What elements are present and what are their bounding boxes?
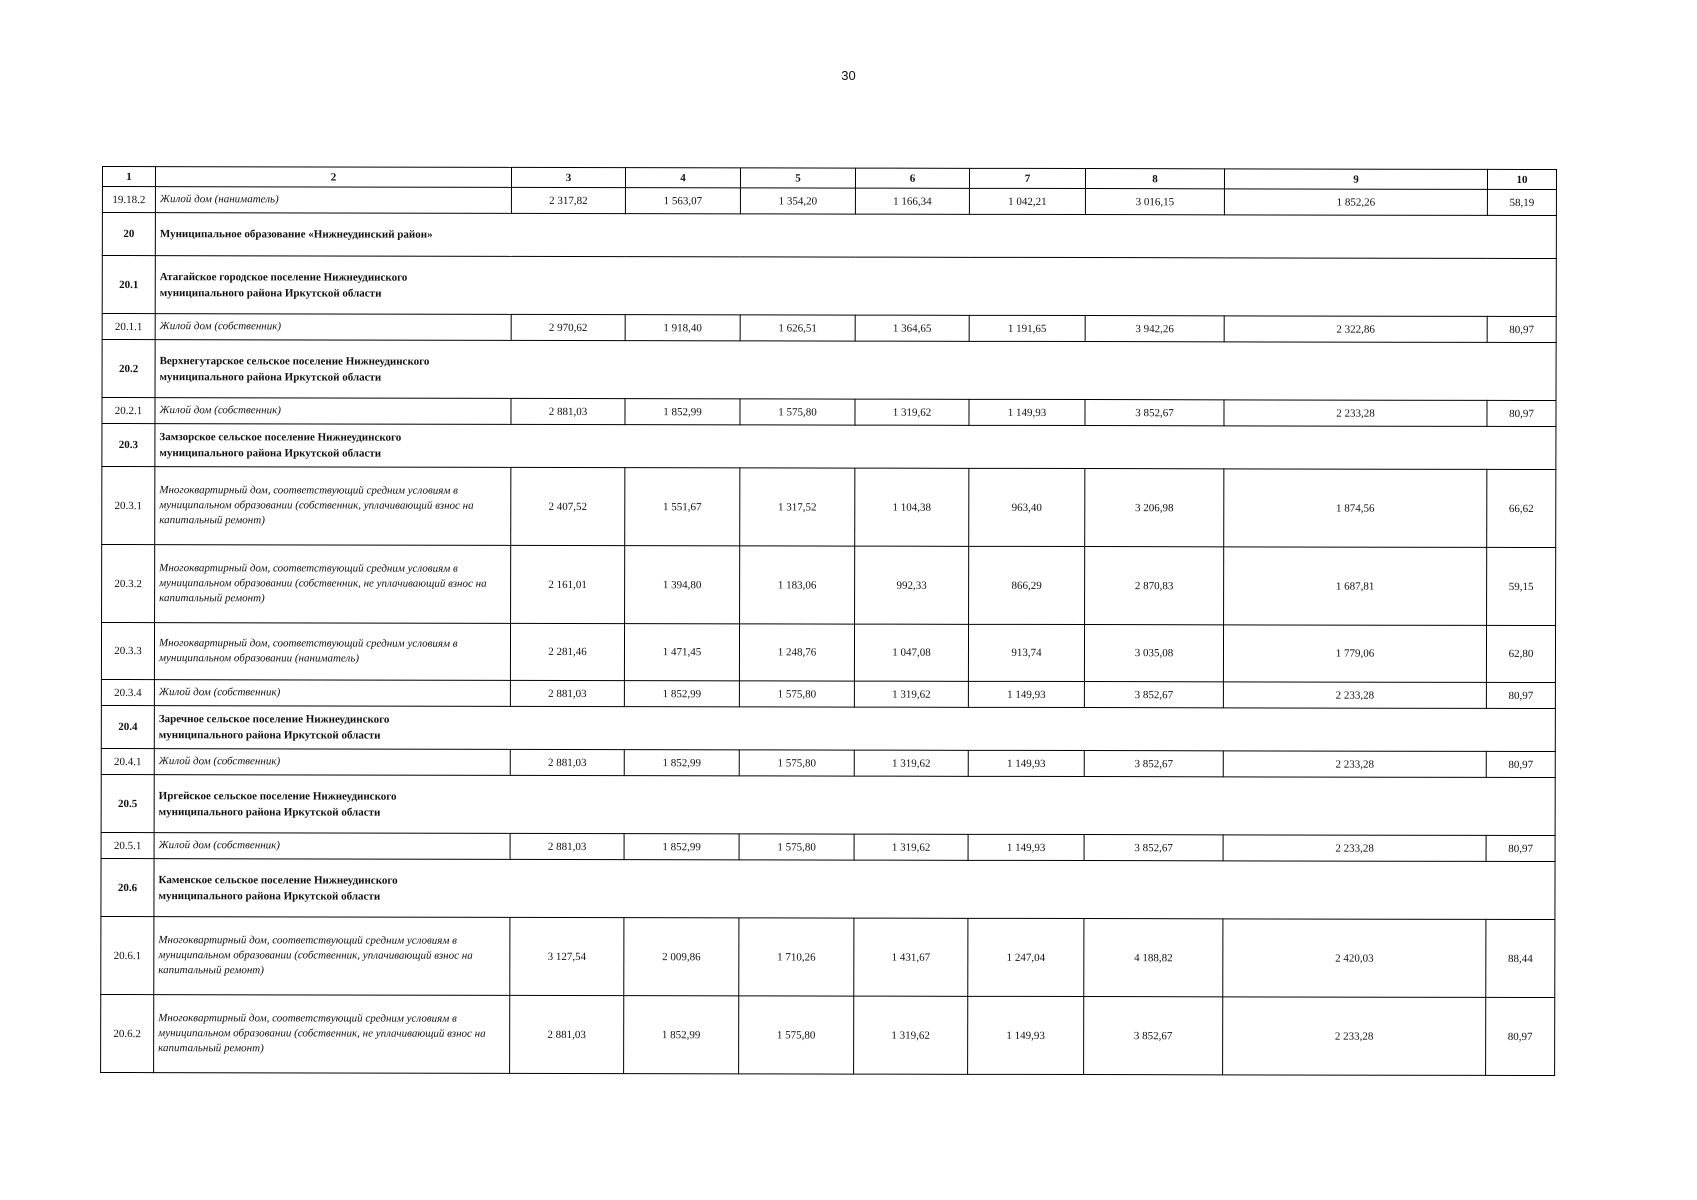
header-cell: 1	[102, 167, 155, 187]
value-cell: 1 852,99	[624, 834, 739, 860]
value-cell: 58,19	[1487, 189, 1556, 215]
value-cell: 3 035,08	[1084, 625, 1223, 682]
value-cell: 1 166,34	[855, 188, 969, 214]
value-cell: 1 710,26	[739, 918, 854, 996]
value-cell: 1 852,99	[625, 399, 740, 425]
value-cell: 1 431,67	[854, 918, 968, 996]
value-cell: 1 575,80	[739, 681, 854, 707]
row-code: 20.3.4	[101, 679, 154, 705]
value-cell: 3 016,15	[1085, 189, 1224, 215]
row-name: Многоквартирный дом, соответствующий средним условиям в муниципальном образовании (собственник, не уплачивающий взнос на капитальный ремонт)	[154, 995, 510, 1074]
value-cell: 62,80	[1486, 625, 1555, 682]
table-row	[102, 314, 1556, 343]
value-cell: 1 563,07	[625, 188, 740, 214]
value-cell: 2 420,03	[1223, 919, 1486, 998]
value-cell: 2 233,28	[1223, 682, 1486, 709]
table-row	[101, 916, 1555, 997]
value-cell: 992,33	[855, 546, 969, 624]
value-cell: 3 852,67	[1085, 400, 1224, 426]
section-title: Каменское сельское поселение Нижнеудинского муниципального района Иркутской области	[158, 873, 398, 903]
header-cell: 2	[155, 167, 511, 188]
value-cell: 3 852,67	[1084, 997, 1223, 1075]
value-cell: 2 317,82	[511, 187, 625, 213]
table-row	[101, 623, 1555, 683]
tariff-table	[100, 166, 1557, 1076]
table-row	[101, 748, 1555, 777]
row-code: 20.4.1	[101, 748, 154, 774]
row-name: Многоквартирный дом, соответствующий средним условиям в муниципальном образовании (собственник, не уплачивающий взнос на капитальный ремонт)	[155, 545, 511, 624]
value-cell: 2 322,86	[1224, 316, 1487, 343]
table-row	[101, 994, 1555, 1075]
value-cell: 2 009,86	[624, 918, 739, 996]
value-cell: 3 852,67	[1084, 835, 1223, 861]
value-cell: 80,97	[1486, 835, 1555, 861]
value-cell: 2 281,46	[510, 623, 624, 680]
section-title: Атагайское городское поселение Нижнеудинского муниципального района Иркутской области	[159, 270, 408, 300]
value-cell: 80,97	[1487, 400, 1556, 426]
row-code: 20.6.1	[101, 916, 154, 994]
value-cell: 2 881,03	[510, 680, 624, 706]
section-code: 20.4	[101, 705, 154, 748]
value-cell: 1 551,67	[625, 468, 740, 546]
section-title: Муниципальное образование «Нижнеудинский район»	[155, 213, 1556, 259]
value-cell: 3 852,67	[1084, 751, 1223, 777]
value-cell: 1 394,80	[625, 546, 740, 624]
value-cell: 1 471,45	[624, 624, 739, 681]
table-row	[101, 832, 1555, 861]
value-cell: 2 881,03	[510, 995, 624, 1073]
value-cell: 1 047,08	[854, 624, 968, 681]
row-name: Жилой дом (собственник)	[155, 398, 511, 425]
table-row	[102, 398, 1556, 427]
section-row	[102, 424, 1556, 470]
value-cell: 59,15	[1487, 547, 1556, 625]
value-cell: 1 149,93	[968, 681, 1084, 707]
value-cell: 2 233,28	[1223, 751, 1486, 778]
value-cell: 1 319,62	[854, 750, 968, 776]
section-title: Замзорское сельское поселение Нижнеудинского муниципального района Иркутской области	[159, 431, 402, 460]
section-title: Верхнегутарское сельское поселение Нижнеудинского муниципального района Иркутской области	[159, 354, 430, 384]
value-cell: 80,97	[1486, 682, 1555, 708]
table-row	[102, 467, 1556, 548]
value-cell: 1 575,80	[739, 834, 854, 860]
value-cell: 1 191,65	[969, 315, 1085, 341]
row-code: 20.5.1	[101, 832, 154, 858]
row-code: 20.3.1	[102, 467, 155, 545]
value-cell: 1 575,80	[739, 996, 854, 1074]
section-code: 20.2	[102, 340, 155, 398]
section-row	[101, 774, 1555, 835]
value-cell: 2 881,03	[510, 749, 624, 775]
row-code: 20.3.3	[101, 623, 154, 680]
value-cell: 866,29	[969, 546, 1085, 624]
value-cell: 1 575,80	[740, 399, 855, 425]
value-cell: 2 233,28	[1223, 997, 1486, 1076]
table-row	[102, 545, 1556, 626]
header-cell: 5	[740, 168, 855, 188]
value-cell: 2 161,01	[511, 545, 625, 623]
section-code: 20.3	[102, 424, 155, 467]
row-code: 20.1.1	[102, 314, 155, 340]
row-code: 20.6.2	[101, 994, 154, 1072]
value-cell: 1 247,04	[968, 918, 1084, 996]
row-code: 20.3.2	[102, 545, 155, 623]
section-code: 20.6	[101, 858, 154, 916]
section-title: Иргейское сельское поселение Нижнеудинского муниципального района Иркутской области	[158, 789, 397, 819]
value-cell: 80,97	[1487, 316, 1556, 342]
value-cell: 80,97	[1486, 997, 1555, 1075]
value-cell: 1 319,62	[855, 399, 969, 425]
row-name: Жилой дом (наниматель)	[155, 187, 511, 214]
value-cell: 1 852,99	[624, 750, 739, 776]
value-cell: 2 870,83	[1085, 547, 1224, 625]
header-cell: 7	[969, 168, 1085, 188]
row-code: 20.2.1	[102, 398, 155, 424]
value-cell: 1 319,62	[854, 996, 968, 1074]
value-cell: 1 852,26	[1224, 189, 1487, 216]
row-name: Жилой дом (собственник)	[155, 314, 511, 341]
value-cell: 963,40	[969, 468, 1085, 546]
value-cell: 1 248,76	[739, 624, 854, 681]
value-cell: 1 626,51	[740, 315, 855, 341]
value-cell: 3 942,26	[1085, 316, 1224, 342]
value-cell: 1 874,56	[1224, 469, 1487, 548]
value-cell: 1 852,99	[624, 681, 739, 707]
value-cell: 88,44	[1486, 919, 1555, 997]
value-cell: 2 881,03	[510, 833, 624, 859]
header-cell: 8	[1085, 169, 1224, 189]
value-cell: 3 127,54	[510, 917, 624, 995]
value-cell: 1 149,93	[968, 750, 1084, 776]
value-cell: 80,97	[1486, 751, 1555, 777]
value-cell: 1 319,62	[854, 834, 968, 860]
row-name: Жилой дом (собственник)	[154, 680, 510, 707]
value-cell: 3 206,98	[1085, 469, 1224, 547]
header-cell: 3	[511, 167, 625, 187]
section-row	[102, 340, 1556, 401]
value-cell: 1 779,06	[1223, 625, 1486, 683]
value-cell: 1 319,62	[854, 681, 968, 707]
value-cell: 1 364,65	[855, 315, 969, 341]
value-cell: 1 918,40	[625, 315, 740, 341]
value-cell: 1 104,38	[855, 468, 969, 546]
header-cell: 9	[1224, 169, 1487, 190]
header-cell: 10	[1487, 169, 1556, 189]
value-cell: 4 188,82	[1084, 919, 1223, 997]
page-number: 30	[841, 68, 856, 83]
header-cell: 6	[855, 168, 969, 188]
value-cell: 913,74	[968, 624, 1084, 681]
row-code: 19.18.2	[102, 187, 155, 213]
value-cell: 2 970,62	[511, 314, 625, 340]
value-cell: 1 183,06	[740, 546, 855, 624]
row-name: Жилой дом (собственник)	[154, 749, 510, 776]
section-code: 20.5	[101, 774, 154, 832]
value-cell: 2 233,28	[1224, 400, 1487, 427]
row-name: Многоквартирный дом, соответствующий средним условиям в муниципальном образовании (собственник, уплачивающий взнос на капитальный ремонт)	[154, 917, 510, 996]
section-code: 20.1	[102, 256, 155, 314]
value-cell: 1 149,93	[968, 834, 1084, 860]
value-cell: 1 852,99	[624, 996, 739, 1074]
value-cell: 1 354,20	[740, 188, 855, 214]
value-cell: 2 881,03	[511, 398, 625, 424]
row-name: Многоквартирный дом, соответствующий средним условиям в муниципальном образовании (наниматель)	[154, 623, 510, 681]
header-cell: 4	[625, 168, 740, 188]
section-row	[101, 705, 1555, 751]
section-row	[102, 213, 1556, 259]
value-cell: 1 042,21	[969, 188, 1085, 214]
value-cell: 66,62	[1487, 469, 1556, 547]
value-cell: 1 149,93	[969, 399, 1085, 425]
section-row	[102, 256, 1556, 317]
row-name: Жилой дом (собственник)	[154, 833, 510, 860]
section-code: 20	[102, 213, 155, 256]
value-cell: 2 233,28	[1223, 835, 1486, 862]
table-row	[102, 187, 1556, 216]
value-cell: 3 852,67	[1084, 682, 1223, 708]
value-cell: 1 317,52	[740, 468, 855, 546]
value-cell: 2 407,52	[511, 467, 625, 545]
table-row	[101, 679, 1555, 708]
value-cell: 1 687,81	[1224, 547, 1487, 626]
value-cell: 1 575,80	[739, 750, 854, 776]
section-title: Заречное сельское поселение Нижнеудинского муниципального района Иркутской области	[158, 713, 390, 742]
row-name: Многоквартирный дом, соответствующий средним условиям в муниципальном образовании (собственник, уплачивающий взнос на капитальный ремонт)	[155, 467, 511, 546]
value-cell: 1 149,93	[968, 996, 1084, 1074]
section-row	[101, 858, 1555, 919]
